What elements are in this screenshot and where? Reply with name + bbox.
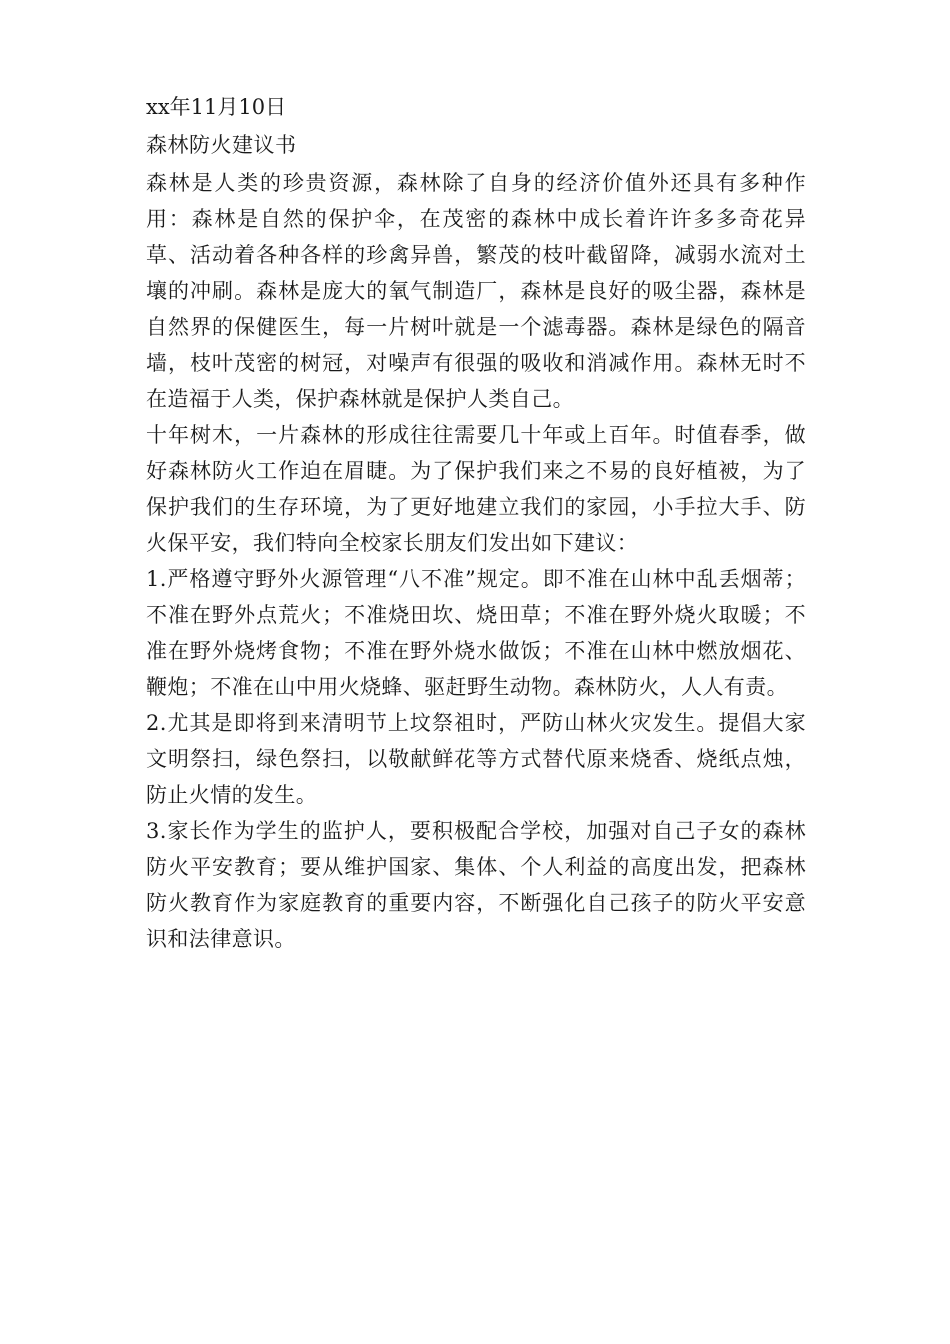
paragraph-intro: 森林是人类的珍贵资源，森林除了自身的经济价值外还具有多种作用：森林是自然的保护伞，在茂密的森林中成长着许许多多奇花异草、活动着各种各样的珍禽异兽，繁茂的枝叶截留降，减弱水流对土壤的冲刷。森林是庞大的氧气制造厂，森林是良好的吸尘器，森林是自然界的保健医生，每一片树叶就是一个滤毒器。森林是绿色的隔音墙，枝叶茂密的树冠，对噪声有很强的吸收和消减作用。森林无时不在造福于人类，保护森林就是保护人类自己。	[146, 171, 806, 411]
document-page	[146, 89, 806, 957]
paragraph-suggestion-3: 3.家长作为学生的监护人，要积极配合学校，加强对自己子女的森林防火平安教育；要从维护国家、集体、个人利益的高度出发，把森林防火教育作为家庭教育的重要内容，不断强化自己孩子的防火平安意识和法律意识。	[146, 819, 806, 951]
paragraph-suggestion-2: 2.尤其是即将到来清明节上坟祭祖时，严防山林火灾发生。提倡大家文明祭扫，绿色祭扫，以敬献鲜花等方式替代原来烧香、烧纸点烛，防止火情的发生。	[146, 711, 806, 807]
document-title: 森林防火建议书	[146, 133, 297, 157]
document-date: xx年11月10日	[146, 95, 287, 119]
paragraph-context: 十年树木，一片森林的形成往往需要几十年或上百年。时值春季，做好森林防火工作迫在眉睫。为了保护我们来之不易的良好植被，为了保护我们的生存环境，为了更好地建立我们的家园，小手拉大手、防火保平安，我们特向全校家长朋友们发出如下建议：	[146, 423, 806, 555]
paragraph-suggestion-1: 1.严格遵守野外火源管理“八不准”规定。即不准在山林中乱丢烟蒂；不准在野外点荒火；不准烧田坎、烧田草；不准在野外烧火取暖；不准在野外烧烤食物；不准在野外烧水做饭；不准在山林中燃放烟花、鞭炮；不准在山中用火烧蜂、驱赶野生动物。森林防火，人人有责。	[146, 567, 806, 699]
